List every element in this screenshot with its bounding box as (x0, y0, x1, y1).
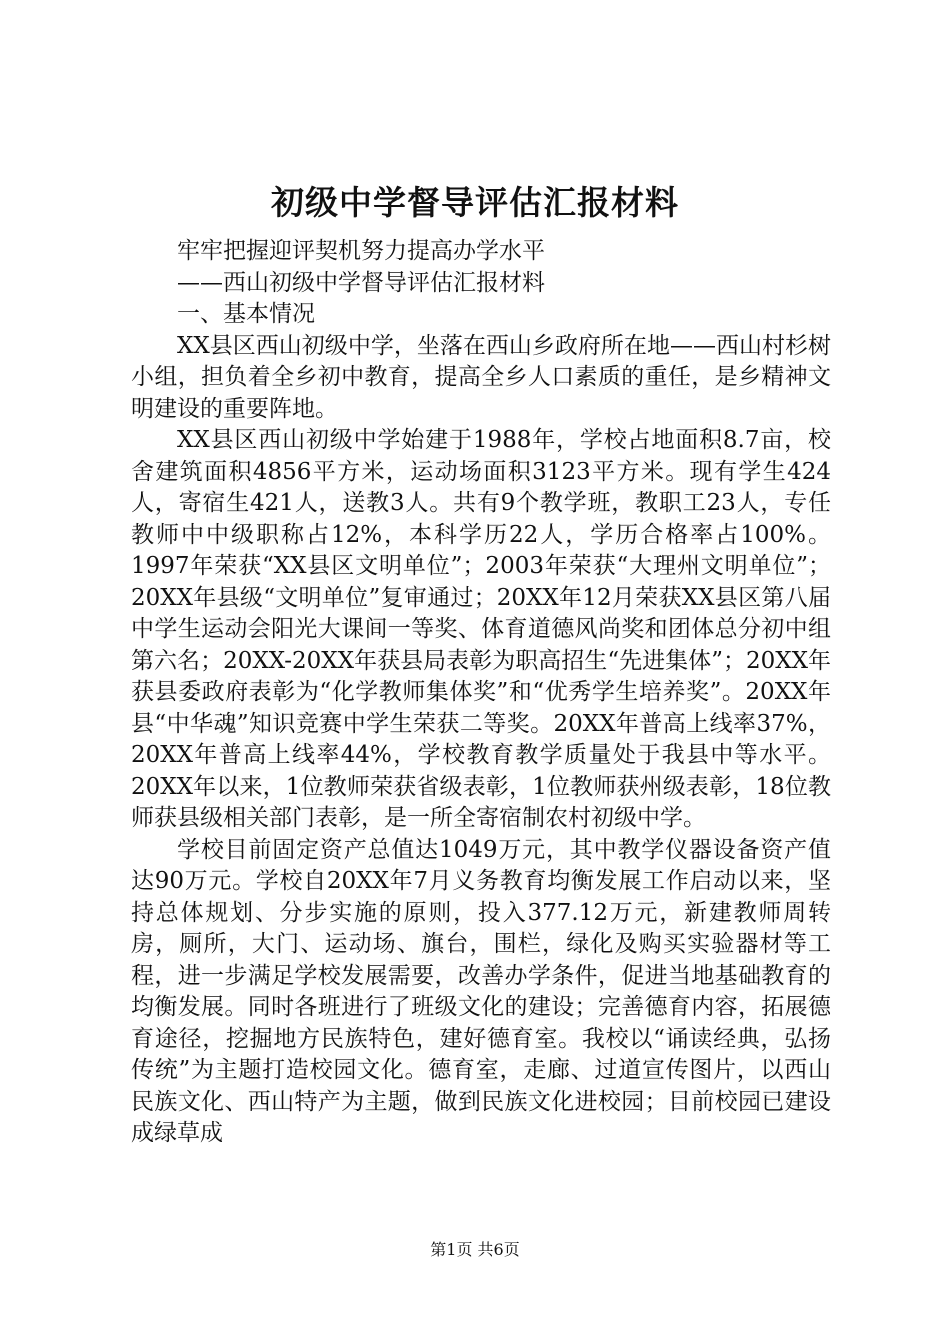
paragraph-intro: XX县区西山初级中学，坐落在西山乡政府所在地——西山村杉树小组，担负着全乡初中教育，提高全乡人口素质的重任，是乡精神文明建设的重要阵地。 (131, 332, 831, 422)
section-heading-basic-info: 一、基本情况 (177, 301, 315, 327)
paragraph-assets: 学校目前固定资产总值达1049万元，其中教学仪器设备资产值达90万元。学校自20XX年7月义务教育均衡发展工作启动以来，坚持总体规划、分步实施的原则，投入377.12万元，新建教师周转房，厕所，大门、运动场、旗台，围栏，绿化及购买实验器材等工程，进一步满足学校发展需要，改善办学条件，促进当地基础教育的均衡发展。同时各班进行了班级文化的建设；完善德育内容，拓展德育途径，挖掘地方民族特色，建好德育室。我校以“诵读经典，弘扬传统”为主题打造校园文化。德育室，走廊、过道宣传图片，以西山民族文化、西山特产为主题，做到民族文化进校园；目前校园已建设成绿草成 (131, 836, 831, 1146)
subtitle-dash-line: ——西山初级中学督导评估汇报材料 (177, 269, 545, 296)
document-title: 初级中学督导评估汇报材料 (271, 183, 679, 222)
document-body (131, 236, 831, 1150)
paragraph-history: XX县区西山初级中学始建于1988年，学校占地面积8.7亩，校舍建筑面积4856平方米，运动场面积3123平方米。现有学生424人，寄宿生421人，送教3人。共有9个教学班，教职工23人，专任教师中中级职称占12%，本科学历22人，学历合格率占100%。1997年荣获“XX县区文明单位”；2003年荣获“大理州文明单位”；20XX年县级“文明单位”复审通过；20XX年12月荣获XX县区第八届中学生运动会阳光大课间一等奖、体育道德风尚奖和团体总分初中组第六名；20XX-20XX年获县局表彰为职高招生“先进集体”；20XX年获县委政府表彰为“化学教师集体奖”和“优秀学生培养奖”。20XX年县“中华魂”知识竞赛中学生荣获二等奖。20XX年普高上线率37%，20XX年普高上线率44%，学校教育教学质量处于我县中等水平。20XX年以来，1位教师荣获省级表彰，1位教师获州级表彰，18位教师获县级相关部门表彰，是一所全寄宿制农村初级中学。 (131, 427, 831, 831)
subtitle-line: 牢牢把握迎评契机努力提高办学水平 (177, 238, 545, 264)
page-footer: 第1页 共6页 (430, 1240, 520, 1259)
